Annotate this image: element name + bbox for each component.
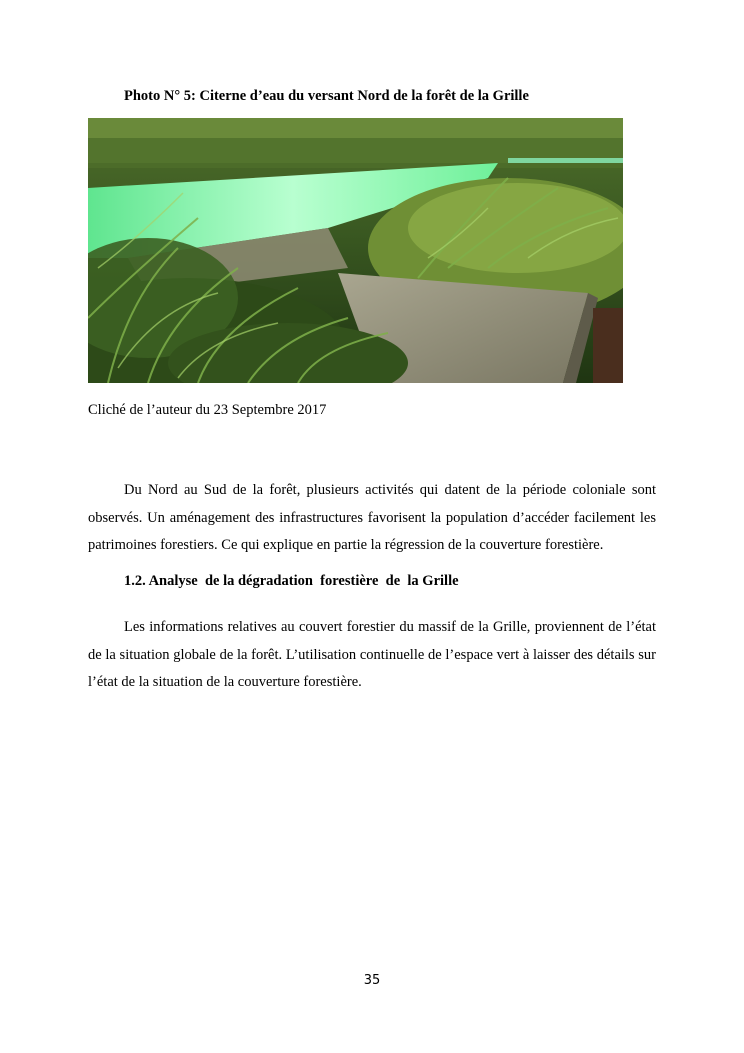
water-cistern-photo xyxy=(88,118,623,383)
section-heading: 1.2. Analyse de la dégradation forestière de la Grille xyxy=(124,573,459,589)
body-paragraph-1: Du Nord au Sud de la forêt, plusieurs activités qui datent de la période coloniale sont observés. Un aménagement des infrastructures favorisent la population d’accéder facilement les patrimoines forestiers. Ce qui explique en partie la régression de la couverture forestière. xyxy=(88,482,656,553)
photo-caption: Photo N° 5: Citerne d’eau du versant Nord de la forêt de la Grille xyxy=(124,88,529,104)
body-paragraph-2: Les informations relatives au couvert forestier du massif de la Grille, proviennent de l’état de la situation globale de la forêt. L’utilisation continuelle de l’espace vert à laisser des détails sur l’état de la situation de la couverture forestière. xyxy=(88,619,656,690)
photo-illustration xyxy=(88,118,623,383)
photo-credit: Cliché de l’auteur du 23 Septembre 2017 xyxy=(88,402,327,418)
page-number: 35 xyxy=(363,973,381,988)
